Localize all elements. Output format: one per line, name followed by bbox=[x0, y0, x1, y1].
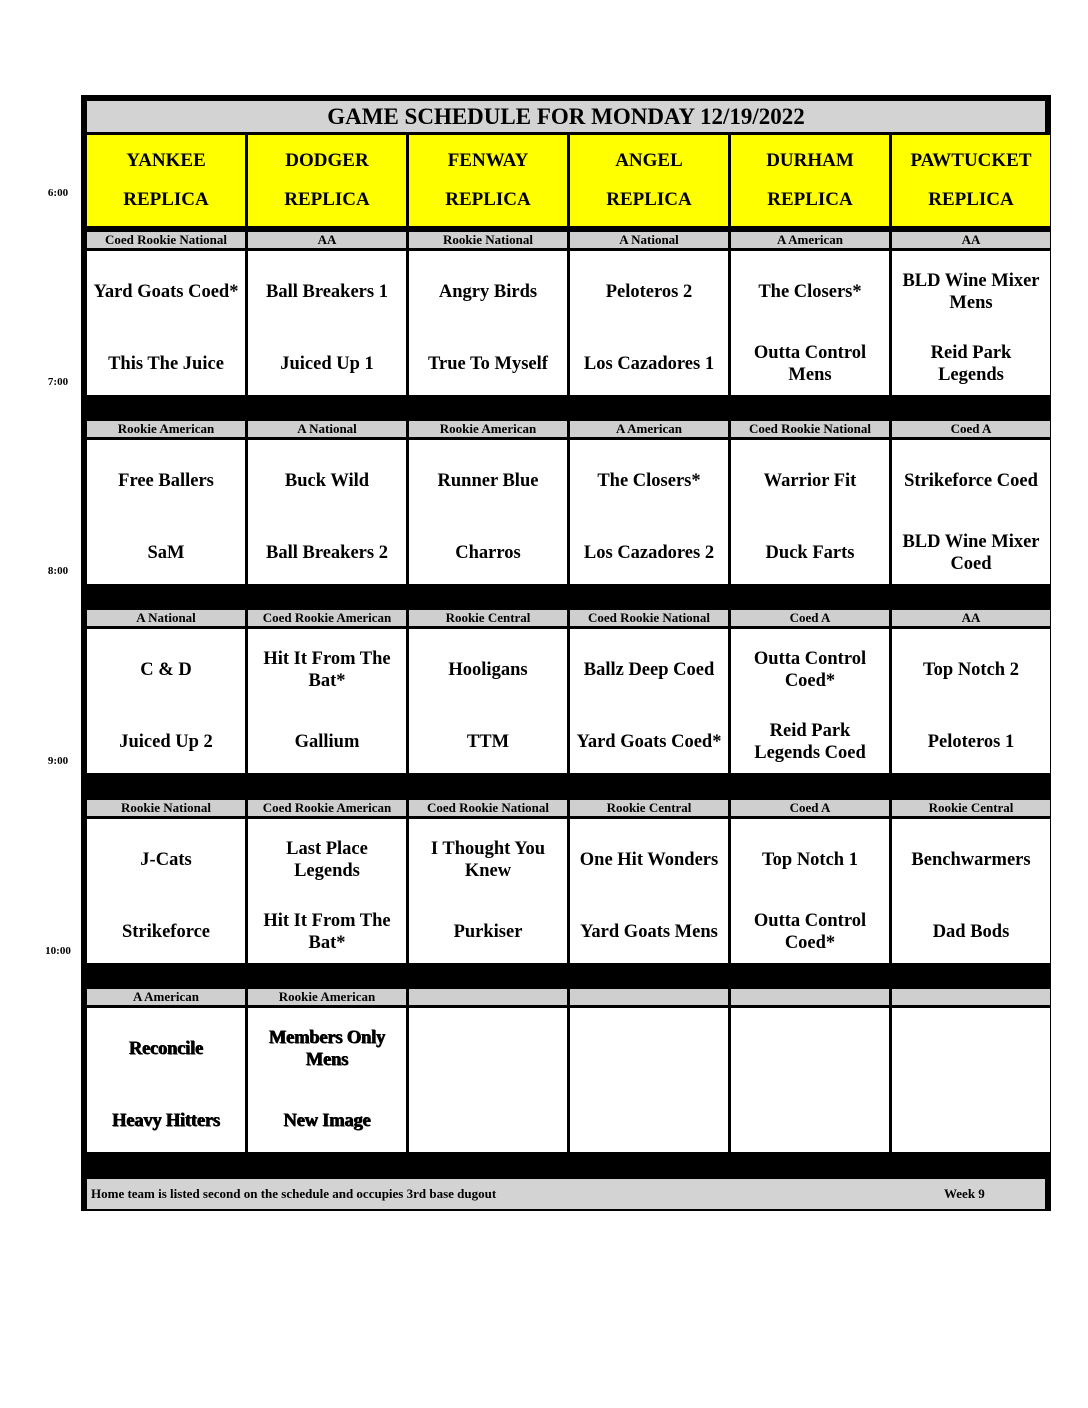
away-team: Yard Goats Coed* bbox=[87, 251, 245, 334]
field-subtitle: REPLICA bbox=[928, 188, 1014, 210]
division-label: A National bbox=[248, 421, 406, 437]
division-label: A American bbox=[570, 421, 728, 437]
away-team: Ballz Deep Coed bbox=[570, 629, 728, 712]
home-team: Juiced Up 2 bbox=[87, 712, 245, 773]
away-team: One Hit Wonders bbox=[570, 819, 728, 902]
division-label: Coed Rookie National bbox=[731, 421, 889, 437]
away-team: Reconcile bbox=[87, 1008, 245, 1091]
time-slot-label: 6:00 bbox=[47, 187, 69, 199]
away-team: Hooligans bbox=[409, 629, 567, 712]
division-label bbox=[731, 989, 889, 1005]
field-name: YANKEE bbox=[126, 150, 206, 172]
home-team: New Image bbox=[248, 1091, 406, 1152]
home-team: This The Juice bbox=[87, 334, 245, 395]
away-team: Warrior Fit bbox=[731, 440, 889, 523]
division-label: Coed Rookie National bbox=[570, 610, 728, 626]
away-team: The Closers* bbox=[570, 440, 728, 523]
away-team bbox=[892, 1008, 1050, 1091]
home-team: Strikeforce bbox=[87, 902, 245, 963]
home-team: Los Cazadores 2 bbox=[570, 523, 728, 584]
field-name: ANGEL bbox=[615, 150, 683, 172]
away-team: Benchwarmers bbox=[892, 819, 1050, 902]
division-label: Coed A bbox=[731, 800, 889, 816]
division-label: Rookie Central bbox=[409, 610, 567, 626]
division-label: A National bbox=[570, 232, 728, 248]
home-team: Gallium bbox=[248, 712, 406, 773]
division-label: Rookie Central bbox=[570, 800, 728, 816]
division-label: Coed Rookie National bbox=[409, 800, 567, 816]
away-team: Last Place Legends bbox=[248, 819, 406, 902]
division-label bbox=[892, 989, 1050, 1005]
division-label: Rookie National bbox=[409, 232, 567, 248]
away-team: Outta Control Coed* bbox=[731, 629, 889, 712]
home-team: Los Cazadores 1 bbox=[570, 334, 728, 395]
away-team: Angry Birds bbox=[409, 251, 567, 334]
home-team bbox=[892, 1091, 1050, 1152]
schedule-table bbox=[81, 95, 1051, 1211]
home-team: Peloteros 1 bbox=[892, 712, 1050, 773]
away-team: Members Only Mens bbox=[248, 1008, 406, 1091]
away-team: The Closers* bbox=[731, 251, 889, 334]
home-team: BLD Wine Mixer Coed bbox=[892, 523, 1050, 584]
away-team: Ball Breakers 1 bbox=[248, 251, 406, 334]
away-team: Hit It From The Bat* bbox=[248, 629, 406, 712]
home-team: Juiced Up 1 bbox=[248, 334, 406, 395]
away-team: I Thought You Knew bbox=[409, 819, 567, 902]
field-name: FENWAY bbox=[447, 150, 529, 172]
field-subtitle: REPLICA bbox=[445, 188, 531, 210]
home-team: Reid Park Legends bbox=[892, 334, 1050, 395]
field-header-1 bbox=[248, 135, 406, 226]
division-label: A American bbox=[87, 989, 245, 1005]
home-team: Outta Control Coed* bbox=[731, 902, 889, 963]
home-team: Yard Goats Coed* bbox=[570, 712, 728, 773]
time-slot-label: 8:00 bbox=[47, 565, 69, 577]
home-team: Yard Goats Mens bbox=[570, 902, 728, 963]
division-label bbox=[409, 989, 567, 1005]
away-team bbox=[409, 1008, 567, 1091]
home-team: Dad Bods bbox=[892, 902, 1050, 963]
schedule-title: GAME SCHEDULE FOR MONDAY 12/19/2022 bbox=[87, 101, 1045, 132]
away-team bbox=[570, 1008, 728, 1091]
field-name: DODGER bbox=[285, 150, 369, 172]
division-label: Rookie American bbox=[248, 989, 406, 1005]
division-label: Rookie American bbox=[87, 421, 245, 437]
division-label: Coed Rookie National bbox=[87, 232, 245, 248]
home-team bbox=[570, 1091, 728, 1152]
home-team: Ball Breakers 2 bbox=[248, 523, 406, 584]
time-slot-label: 9:00 bbox=[47, 755, 69, 767]
field-header-4 bbox=[731, 135, 889, 226]
division-label: AA bbox=[248, 232, 406, 248]
division-label: Rookie American bbox=[409, 421, 567, 437]
away-team: Free Ballers bbox=[87, 440, 245, 523]
home-team bbox=[731, 1091, 889, 1152]
home-team: Reid Park Legends Coed bbox=[731, 712, 889, 773]
home-team: SaM bbox=[87, 523, 245, 584]
division-label: Coed Rookie American bbox=[248, 610, 406, 626]
away-team: C & D bbox=[87, 629, 245, 712]
home-team: TTM bbox=[409, 712, 567, 773]
division-label bbox=[570, 989, 728, 1005]
field-header-5 bbox=[892, 135, 1050, 226]
division-label: AA bbox=[892, 232, 1050, 248]
field-name: DURHAM bbox=[766, 150, 854, 172]
field-subtitle: REPLICA bbox=[606, 188, 692, 210]
away-team: Runner Blue bbox=[409, 440, 567, 523]
away-team: Top Notch 1 bbox=[731, 819, 889, 902]
division-label: Coed A bbox=[892, 421, 1050, 437]
away-team: Peloteros 2 bbox=[570, 251, 728, 334]
field-subtitle: REPLICA bbox=[284, 188, 370, 210]
field-header-2 bbox=[409, 135, 567, 226]
time-slot-label: 7:00 bbox=[47, 376, 69, 388]
away-team: Strikeforce Coed bbox=[892, 440, 1050, 523]
division-label: A American bbox=[731, 232, 889, 248]
field-header-0 bbox=[87, 135, 245, 226]
away-team: BLD Wine Mixer Mens bbox=[892, 251, 1050, 334]
field-header-3 bbox=[570, 135, 728, 226]
home-team: Charros bbox=[409, 523, 567, 584]
week-label: Week 9 bbox=[944, 1186, 985, 1201]
field-name: PAWTUCKET bbox=[910, 150, 1032, 172]
field-subtitle: REPLICA bbox=[767, 188, 853, 210]
division-label: Coed Rookie American bbox=[248, 800, 406, 816]
home-team: Purkiser bbox=[409, 902, 567, 963]
away-team: Top Notch 2 bbox=[892, 629, 1050, 712]
away-team: J-Cats bbox=[87, 819, 245, 902]
footer-note: Home team is listed second on the schedule and occupies 3rd base dugout bbox=[87, 1179, 1045, 1209]
home-team: Heavy Hitters bbox=[87, 1091, 245, 1152]
home-team: Duck Farts bbox=[731, 523, 889, 584]
division-label: Rookie National bbox=[87, 800, 245, 816]
division-label: Coed A bbox=[731, 610, 889, 626]
home-team bbox=[409, 1091, 567, 1152]
division-label: AA bbox=[892, 610, 1050, 626]
away-team: Buck Wild bbox=[248, 440, 406, 523]
away-team bbox=[731, 1008, 889, 1091]
home-team: Hit It From The Bat* bbox=[248, 902, 406, 963]
division-label: A National bbox=[87, 610, 245, 626]
time-slot-label: 10:00 bbox=[45, 945, 71, 957]
home-team: Outta Control Mens bbox=[731, 334, 889, 395]
field-subtitle: REPLICA bbox=[123, 188, 209, 210]
home-team: True To Myself bbox=[409, 334, 567, 395]
division-label: Rookie Central bbox=[892, 800, 1050, 816]
